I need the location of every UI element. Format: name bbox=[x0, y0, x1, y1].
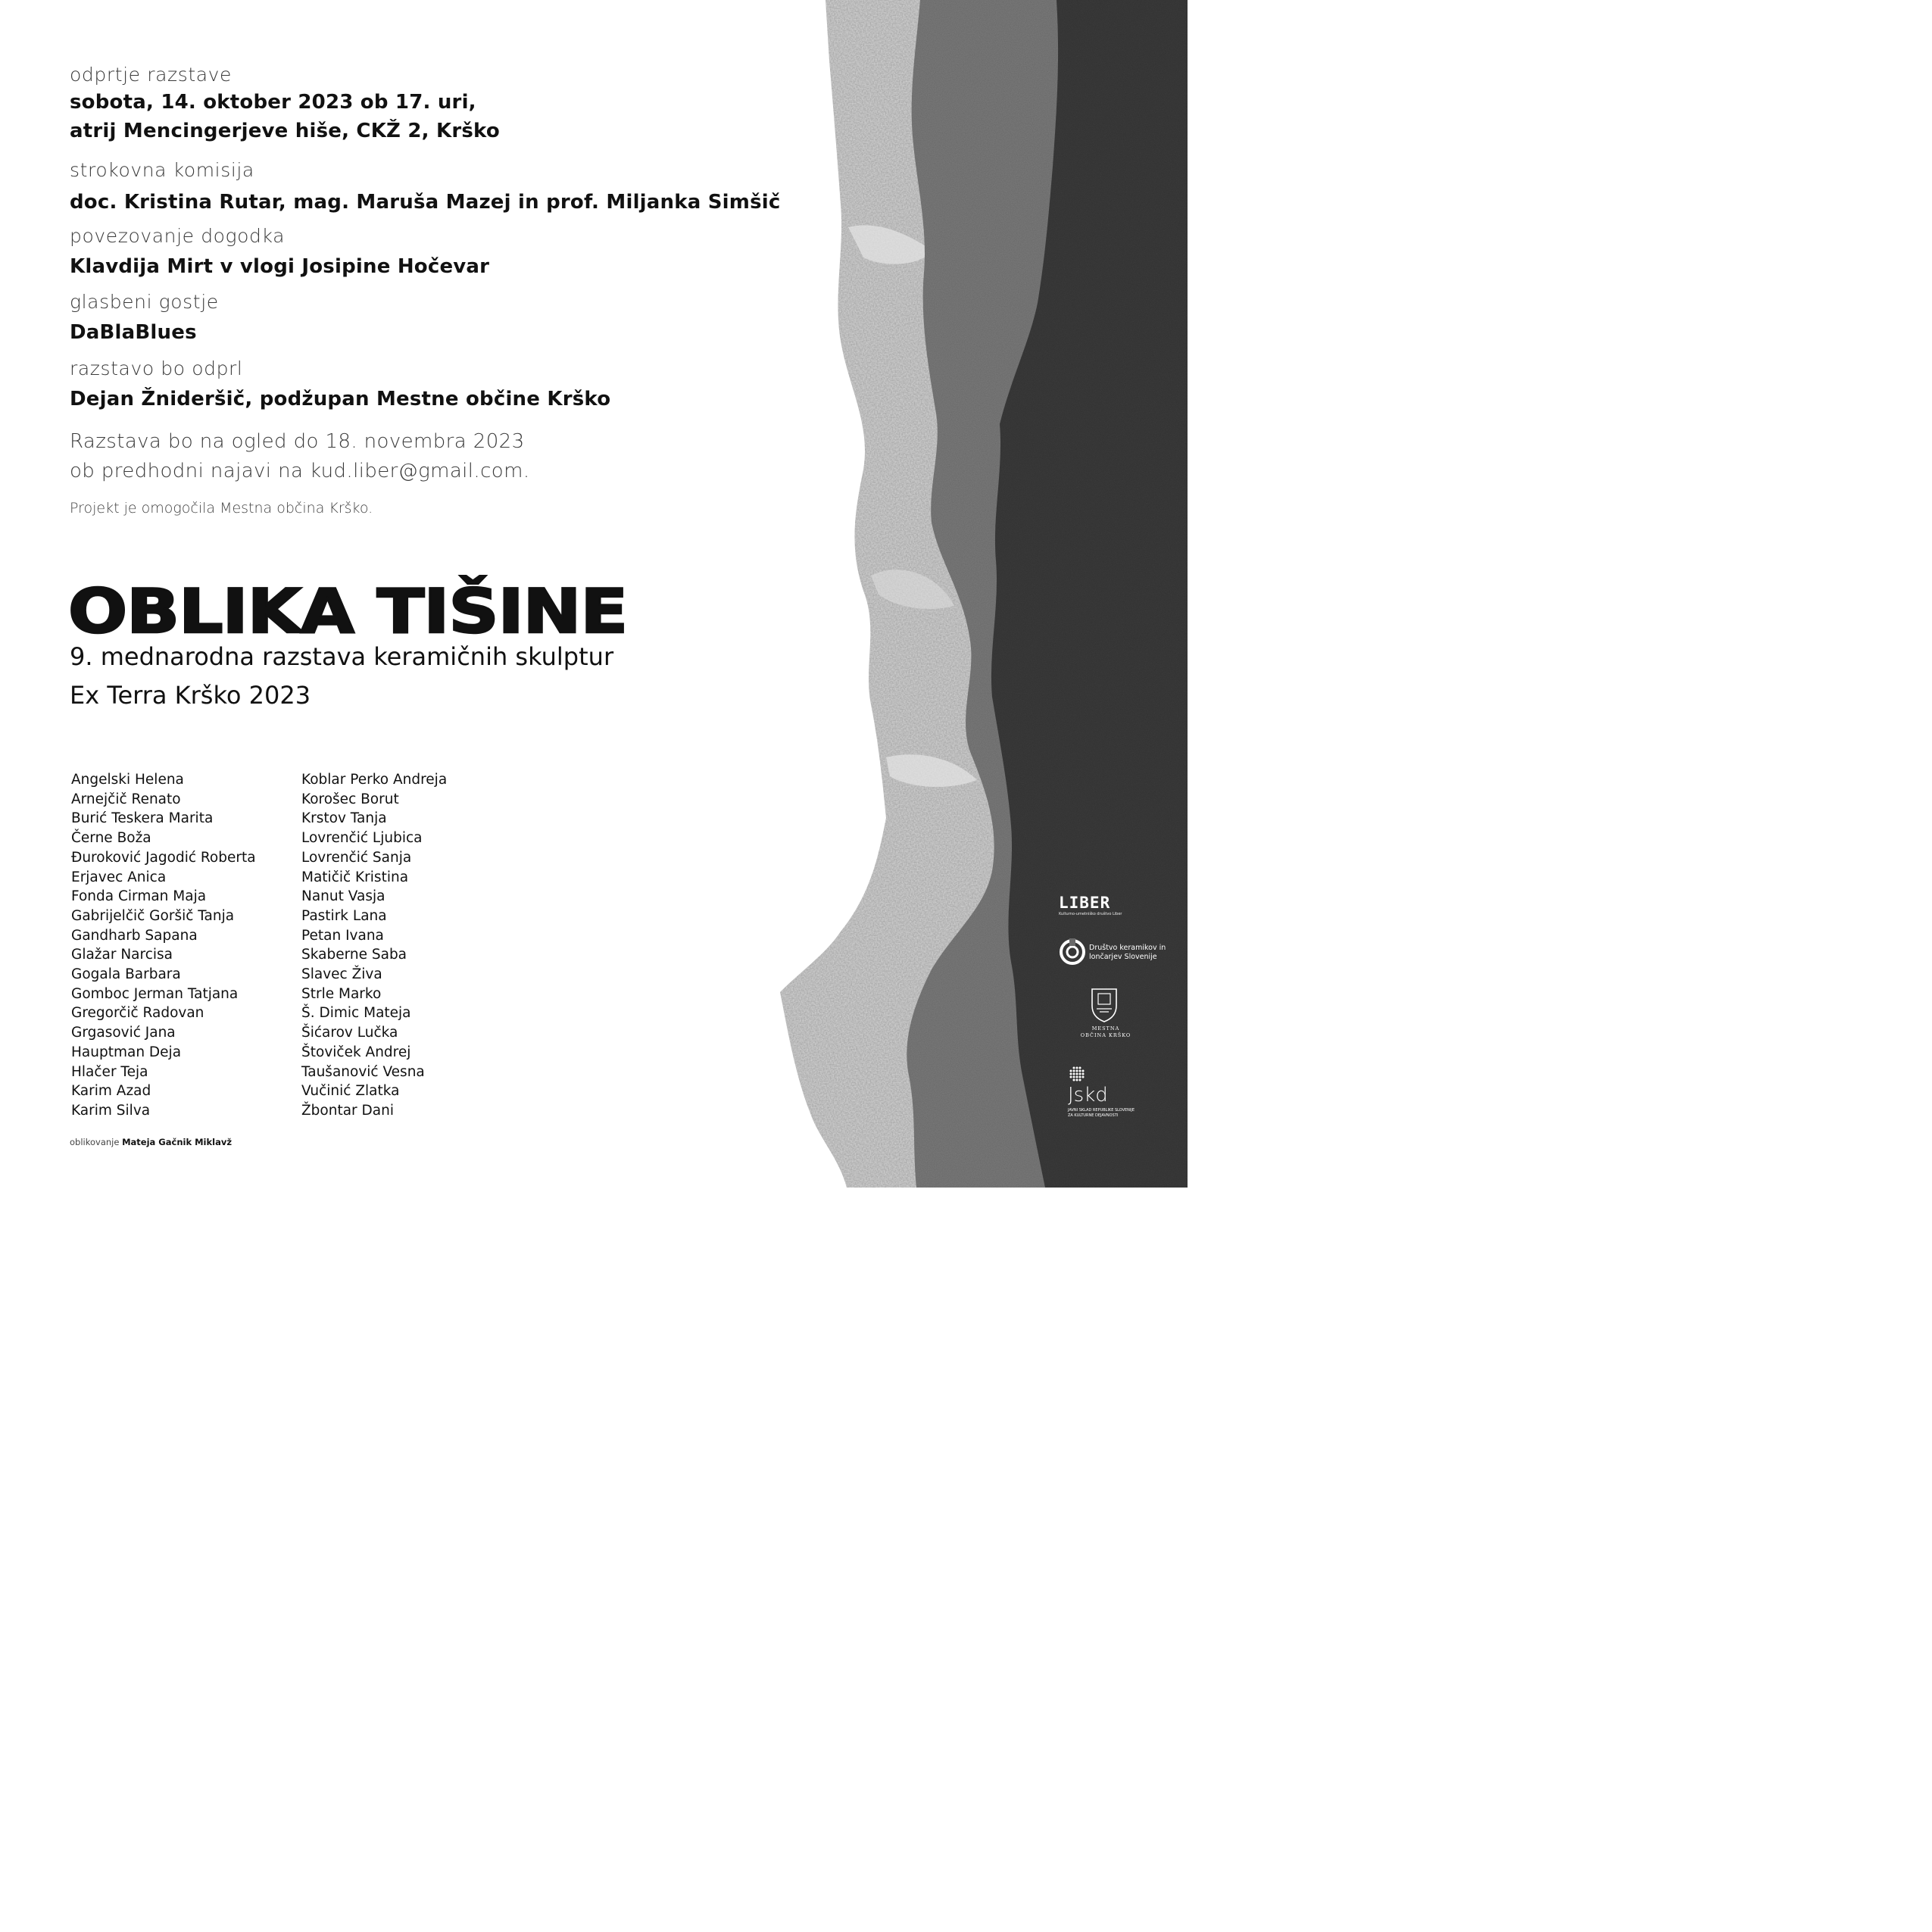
exhibition-subtitle: 9. mednarodna razstava keramičnih skulptur bbox=[70, 642, 614, 671]
artist-name: Gregorčič Radovan bbox=[71, 1005, 204, 1022]
commission-label: strokovna komisija bbox=[70, 159, 254, 181]
viewing-contact: ob predhodni najavi na kud.liber@gmail.com. bbox=[70, 460, 530, 482]
host-label: povezovanje dogodka bbox=[70, 225, 286, 247]
artists-list-column-2 bbox=[301, 770, 447, 1121]
jskd-wordmark: Jskd bbox=[1068, 1084, 1108, 1106]
artist-name: Erjavec Anica bbox=[71, 869, 167, 885]
artist-name: Lovrenčić Ljubica bbox=[301, 830, 423, 847]
artist-name: Š. Dimic Mateja bbox=[301, 1005, 411, 1022]
artist-name: Glažar Narcisa bbox=[71, 947, 173, 963]
artist-name: Žbontar Dani bbox=[301, 1102, 394, 1119]
ceramicists-line1: Društvo keramikov in bbox=[1089, 944, 1166, 952]
artist-name: Angelski Helena bbox=[71, 772, 184, 788]
artist-name: Koblar Perko Andreja bbox=[301, 772, 448, 788]
commission-section bbox=[70, 158, 780, 217]
artist-name: Vučinić Zlatka bbox=[301, 1083, 400, 1100]
artist-name: Karim Azad bbox=[71, 1083, 151, 1100]
artist-name: Gomboc Jerman Tatjana bbox=[71, 985, 239, 1002]
exhibition-edition: Ex Terra Krško 2023 bbox=[70, 681, 311, 710]
artist-name: Gabrijelčič Goršič Tanja bbox=[71, 907, 235, 924]
artist-name: Gandharb Sapana bbox=[71, 927, 198, 944]
artist-name: Strle Marko bbox=[301, 985, 382, 1002]
liber-caption: Kulturno-umetniško društvo Liber bbox=[1059, 912, 1122, 916]
artist-name: Pastirk Lana bbox=[301, 907, 387, 924]
liber-wordmark: LIBER bbox=[1059, 894, 1111, 912]
artist-name: Skaberne Saba bbox=[301, 947, 407, 963]
credit-name: Mateja Gačnik Miklavž bbox=[122, 1137, 233, 1147]
viewing-dates: Razstava bo na ogled do 18. novembra 2023 bbox=[70, 430, 525, 453]
opening-label: odprtje razstave bbox=[70, 64, 233, 86]
artist-name: Nanut Vasja bbox=[301, 888, 385, 905]
artist-name: Štoviček Andrej bbox=[301, 1044, 411, 1060]
artist-name: Lovrenčić Sanja bbox=[301, 849, 412, 866]
artist-name: Slavec Živa bbox=[301, 966, 382, 983]
design-credit bbox=[70, 1137, 232, 1147]
artist-name: Gogala Barbara bbox=[71, 966, 181, 983]
jskd-line2: ZA KULTURNE DEJAVNOSTI bbox=[1068, 1113, 1119, 1118]
artist-name: Karim Silva bbox=[71, 1102, 151, 1119]
music-section bbox=[70, 289, 219, 347]
sponsor-note: Projekt je omogočila Mestna občina Krško. bbox=[70, 500, 373, 517]
ceramicists-line2: lončarjev Slovenije bbox=[1089, 953, 1157, 961]
credit-label: oblikovanje bbox=[70, 1137, 120, 1147]
exhibition-title: OBLIKA TIŠINE bbox=[68, 576, 628, 647]
host-section bbox=[70, 223, 489, 281]
artist-name: Taušanović Vesna bbox=[301, 1063, 425, 1080]
artist-name: Matičič Kristina bbox=[301, 869, 409, 885]
opener-section bbox=[70, 356, 610, 414]
municipality-line2: OBČINA KRŠKO bbox=[1080, 1032, 1131, 1038]
spiral-icon bbox=[1059, 938, 1086, 966]
opener-name: Dejan Žnideršič, podžupan Mestne občine Krško bbox=[70, 388, 611, 410]
liber-logo bbox=[1059, 894, 1146, 917]
jskd-line1: JAVNI SKLAD REPUBLIKE SLOVENIJE bbox=[1068, 1108, 1135, 1113]
artist-name: Petan Ivana bbox=[301, 927, 384, 944]
viewing-section bbox=[70, 427, 529, 486]
municipality-line1: MESTNA bbox=[1091, 1025, 1120, 1032]
ceramicists-society-logo bbox=[1059, 938, 1166, 969]
artist-name: Fonda Cirman Maja bbox=[71, 888, 207, 905]
artist-name: Korošec Borut bbox=[301, 791, 399, 807]
opening-date: sobota, 14. oktober 2023 ob 17. uri, bbox=[70, 91, 476, 114]
coat-of-arms-icon bbox=[1089, 986, 1119, 1022]
dot-grid-icon bbox=[1068, 1066, 1086, 1084]
music-guests: DaBlaBlues bbox=[70, 321, 197, 344]
artist-name: Krstov Tanja bbox=[301, 810, 387, 827]
opening-venue: atrij Mencingerjeve hiše, CKŽ 2, Krško bbox=[70, 120, 500, 142]
jskd-logo bbox=[1064, 1066, 1140, 1138]
artist-name: Arnejčič Renato bbox=[71, 791, 181, 807]
commission-members: doc. Kristina Rutar, mag. Maruša Mazej in prof. Miljanka Simšič bbox=[70, 191, 781, 214]
opener-label: razstavo bo odprl bbox=[70, 357, 243, 379]
artist-name: Hauptman Deja bbox=[71, 1044, 182, 1060]
artist-name: Šićarov Lučka bbox=[301, 1025, 398, 1041]
artist-name: Hlačer Teja bbox=[71, 1063, 148, 1080]
municipality-krsko-logo bbox=[1075, 986, 1136, 1041]
artist-name: Đuroković Jagodić Roberta bbox=[71, 849, 256, 866]
opening-section bbox=[70, 62, 500, 145]
host-name: Klavdija Mirt v vlogi Josipine Hočevar bbox=[70, 255, 490, 278]
artist-name: Grgasović Jana bbox=[71, 1025, 176, 1041]
music-label: glasbeni gostje bbox=[70, 291, 219, 313]
artist-name: Burić Teskera Marita bbox=[71, 810, 214, 827]
artist-name: Černe Boža bbox=[71, 830, 151, 847]
artists-list-column-1 bbox=[71, 770, 256, 1121]
